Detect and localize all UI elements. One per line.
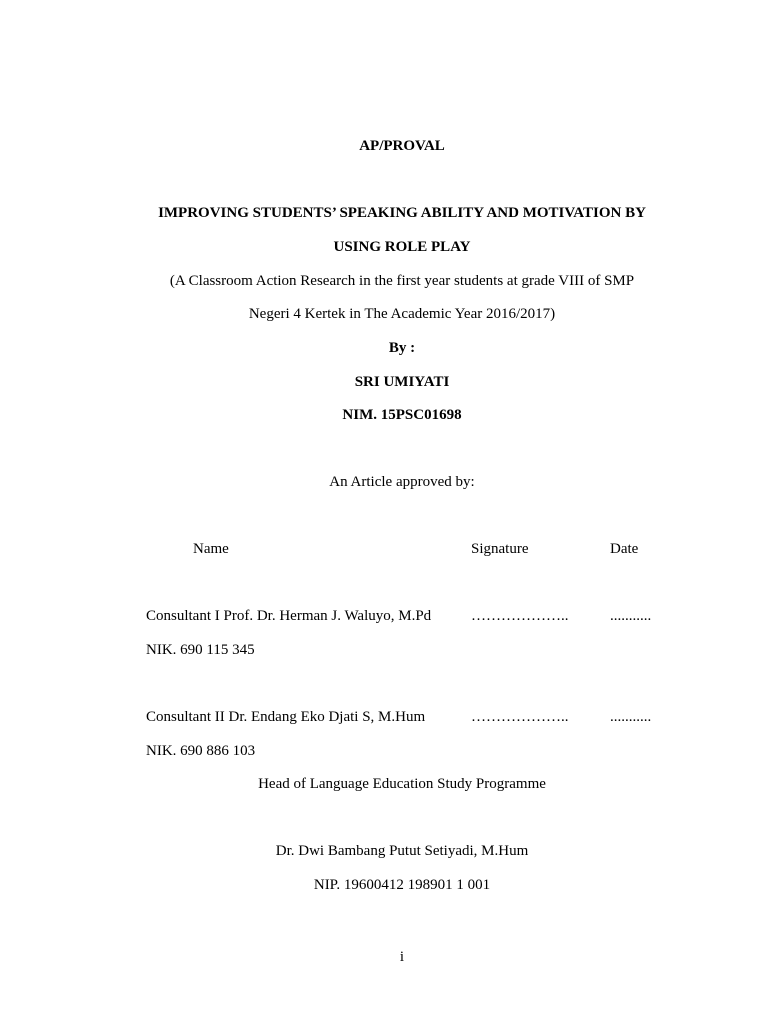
head-of-programme-name: Dr. Dwi Bambang Putut Setiyadi, M.Hum — [275, 843, 529, 859]
title-line-2: USING ROLE PLAY — [333, 239, 471, 255]
subtitle-line-1: (A Classroom Action Research in the first year students at grade VIII of SMP — [169, 273, 635, 289]
header-signature: Signature — [471, 541, 529, 557]
by-label: By : — [388, 340, 416, 356]
header-name: Name — [193, 541, 229, 557]
consultant-1-nik: NIK. 690 115 345 — [146, 642, 255, 658]
header-date: Date — [610, 541, 639, 557]
consultant-2-nik: NIK. 690 886 103 — [146, 743, 256, 759]
approval-heading: AP/PROVAL — [359, 138, 445, 154]
consultant-1-signature: ……………….. — [471, 608, 569, 624]
consultant-2-date: ........... — [610, 709, 652, 725]
head-of-programme-nip: NIP. 19600412 198901 1 001 — [313, 877, 491, 893]
head-of-programme-title: Head of Language Education Study Programme — [258, 776, 546, 792]
title-line-1: IMPROVING STUDENTS’ SPEAKING ABILITY AND MOTIVATION BY — [158, 205, 646, 221]
consultant-2-name: Consultant II Dr. Endang Eko Djati S, M.Hum — [146, 709, 426, 725]
page-number: i — [399, 949, 405, 965]
student-id: NIM. 15PSC01698 — [342, 407, 462, 423]
subtitle-line-2: Negeri 4 Kertek in The Academic Year 2016/2017) — [248, 306, 556, 322]
consultant-1-date: ........... — [610, 608, 652, 624]
approved-by-label: An Article approved by: — [329, 474, 475, 490]
consultant-2-signature: ……………….. — [471, 709, 569, 725]
author-name: SRI UMIYATI — [354, 374, 450, 390]
consultant-1-name: Consultant I Prof. Dr. Herman J. Waluyo, M.Pd — [146, 608, 432, 624]
